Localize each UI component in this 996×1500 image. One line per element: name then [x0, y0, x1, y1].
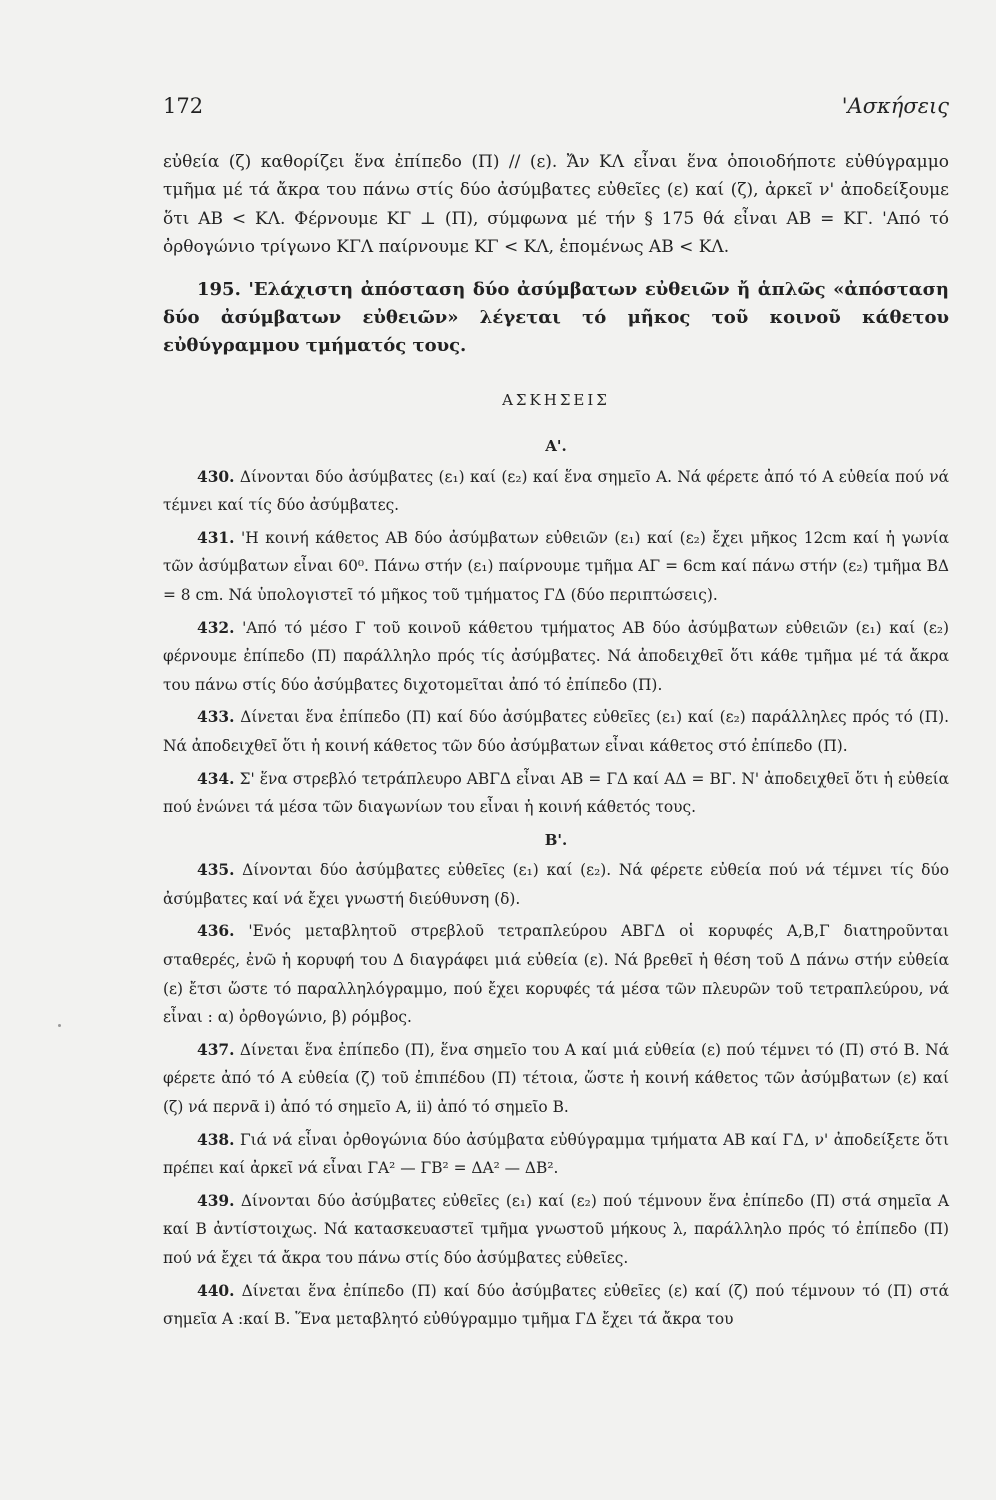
section-title: ΑΣΚΗΣΕΙΣ: [502, 390, 610, 409]
page-header: [163, 94, 949, 124]
exercise-text: Δίνονται δύο ἀσύμβατες (ε₁) καί (ε₂) καί ἕνα σημεῖο Α. Νά φέρετε ἀπό τό Α εὐθεία πού νά τέμνει καί τίς δύο ἀσύμβατες.: [163, 467, 949, 515]
page-content: [163, 148, 949, 1338]
exercise-431: [163, 524, 949, 610]
exercise-text: Γιά νά εἶναι ὀρθογώνια δύο ἀσύμβατα εὐθύγραμμα τμήματα ΑΒ καί ΓΔ, ν' ἀποδείξετε ὅτι πρέπει καί ἀρκεῖ νά εἶναι ΓΑ² — ΓΒ² = ΔΑ² — ΔΒ².: [163, 1130, 949, 1178]
running-title: 'Ασκήσεις: [841, 94, 949, 118]
intro-paragraph: εὐθεία (ζ) καθορίζει ἕνα ἐπίπεδο (Π) // (ε). Ἄν ΚΛ εἶναι ἕνα ὁποιοδήποτε εὐθύγραμμο τμῆμα μέ τά ἄκρα του πάνω στίς δύο ἀσύμβατες εὐθεῖες (ε) καί (ζ), ἀρκεῖ ν' ἀποδείξουμε ὅτι ΑΒ < ΚΛ. Φέρνουμε ΚΓ ⊥ (Π), σύμφωνα μέ τήν § 175 θά εἶναι ΑΒ = ΚΓ. 'Από τό ὀρθογώνιο τρίγωνο ΚΓΛ παίρνουμε ΚΓ < ΚΛ, ἑπομένως ΑΒ < ΚΛ.: [163, 152, 949, 258]
exercise-number: 433.: [197, 708, 235, 727]
exercise-number: 430.: [197, 467, 235, 486]
exercise-text: Δίνεται ἕνα ἐπίπεδο (Π) καί δύο ἀσύμβατες εὐθεῖες (ε) καί (ζ) πού τέμνουν τό (Π) στά σημεῖα Α :καί Β. Ἕνα μεταβλητό εὐθύγραμμο τμῆμα ΓΔ ἔχει τά ἄκρα του: [163, 1281, 949, 1329]
exercise-433: [163, 703, 949, 760]
exercise-number: 440.: [197, 1281, 235, 1300]
exercise-text: Σ' ἕνα στρεβλό τετράπλευρο ΑΒΓΔ εἶναι ΑΒ = ΓΔ καί ΑΔ = ΒΓ. Ν' ἀποδειχθεῖ ὅτι ἡ εὐθεία πού ἑνώνει τά μέσα τῶν διαγωνίων του εἶναι ἡ κοινή κάθετός τους.: [163, 769, 949, 817]
exercise-number: 434.: [197, 769, 235, 788]
exercise-number: 431.: [197, 528, 235, 547]
exercise-text: 'Η κοινή κάθετος ΑΒ δύο ἀσύμβατων εὐθειῶν (ε₁) καί (ε₂) ἔχει μῆκος 12cm καί ἡ γωνία τῶν ἀσύμβατων εἶναι 60⁰. Πάνω στήν (ε₁) παίρνουμε τμῆμα ΑΓ = 6cm καί πάνω στήν (ε₂) τμῆμα ΒΔ = 8 cm. Νά ὑπολογιστεῖ τό μῆκος τοῦ τμήματος ΓΔ (δύο περιπτώσεις).: [163, 528, 949, 605]
exercise-438: [163, 1126, 949, 1183]
exercise-432: [163, 614, 949, 700]
exercise-text: Δίνονται δύο ἀσύμβατες εὐθεῖες (ε₁) καί (ε₂). Νά φέρετε εὐθεία πού νά τέμνει τίς δύο ἀσύμβατες καί νά ἔχει γνωστή διεύθυνση (δ).: [163, 861, 949, 908]
exercise-text: Δίνεται ἕνα ἐπίπεδο (Π) καί δύο ἀσύμβατες εὐθεῖες (ε₁) καί (ε₂) παράλληλες πρός τό (Π). Νά ἀποδειχθεῖ ὅτι ἡ κοινή κάθετος τῶν δύο ἀσύμβατων εἶναι κάθετος στό ἐπίπεδο (Π).: [163, 708, 949, 755]
exercise-number: 437.: [197, 1040, 235, 1059]
exercise-number: 439.: [197, 1191, 235, 1210]
margin-dot: [58, 1024, 61, 1027]
page-number: 172: [163, 94, 204, 118]
exercise-number: 436.: [197, 922, 235, 941]
exercise-number: 432.: [197, 618, 235, 637]
exercise-436: [163, 917, 949, 1031]
exercise-text: Δίνονται δύο ἀσύμβατες εὐθεῖες (ε₁) καί (ε₂) πού τέμνουν ἕνα ἐπίπεδο (Π) στά σημεῖα Α καί Β ἀντίστοιχως. Νά κατασκευαστεῖ τμῆμα γνωστοῦ μήκους λ, παράλληλο πρός τό ἐπίπεδο (Π) πού νά ἔχει τά ἄκρα του πάνω στίς δύο ἀσύμβατες εὐθεῖες.: [163, 1191, 949, 1267]
group-b-heading: Β'.: [544, 830, 568, 849]
group-a-heading: Α'.: [545, 437, 567, 456]
exercise-434: [163, 765, 949, 822]
exercise-text: Δίνεται ἕνα ἐπίπεδο (Π), ἕνα σημεῖο του Α καί μιά εὐθεία (ε) πού τέμνει τό (Π) στό Β. Νά φέρετε ἀπό τό Α εὐθεία (ζ) τοῦ ἐπιπέδου (Π) τέτοια, ὥστε ἡ κοινή κάθετος τῶν ἀσύμβατων (ε) καί (ζ) νά περνᾶ i) ἀπό τό σημεῖο Α, ii) ἀπό τό σημεῖο Β.: [163, 1040, 949, 1116]
definition-195: 195. 'Ελάχιστη ἀπόσταση δύο ἀσύμβατων εὐθειῶν ἤ ἁπλῶς «ἀπόσταση δύο ἀσύμβατων εὐθειῶν» λέγεται τό μῆκος τοῦ κοινοῦ κάθετου εὐθύγραμμου τμήματός τους.: [163, 278, 949, 357]
exercise-430: [163, 463, 949, 520]
exercise-number: 438.: [197, 1130, 235, 1149]
exercise-437: [163, 1036, 949, 1122]
exercise-435: [163, 856, 949, 913]
exercise-440: [163, 1277, 949, 1334]
exercise-text: 'Ενός μεταβλητοῦ στρεβλοῦ τετραπλεύρου ΑΒΓΔ οἱ κορυφές Α,Β,Γ διατηροῦνται σταθερές, ἐνῶ ἡ κορυφή του Δ διαγράφει μιά εὐθεία (ε). Νά βρεθεῖ ἡ θέση τοῦ Δ πάνω στήν εὐθεία (ε) ἔτσι ὥστε τό παραλληλόγραμμο, πού ἔχει κορυφές τά μέσα τῶν πλευρῶν τοῦ τετραπλεύρου, νά εἶναι : α) ὀρθογώνιο, β) ρόμβος.: [163, 922, 949, 1027]
exercise-text: 'Από τό μέσο Γ τοῦ κοινοῦ κάθετου τμήματος ΑΒ δύο ἀσύμβατων εὐθειῶν (ε₁) καί (ε₂) φέρνουμε ἐπίπεδο (Π) παράλληλο πρός τίς ἀσύμβατες. Νά ἀποδειχθεῖ ὅτι κάθε τμῆμα μέ τά ἄκρα του πάνω στίς δύο ἀσύμβατες διχοτομεῖται ἀπό τό ἐπίπεδο (Π).: [163, 618, 949, 694]
exercise-number: 435.: [197, 861, 235, 880]
exercise-439: [163, 1187, 949, 1273]
